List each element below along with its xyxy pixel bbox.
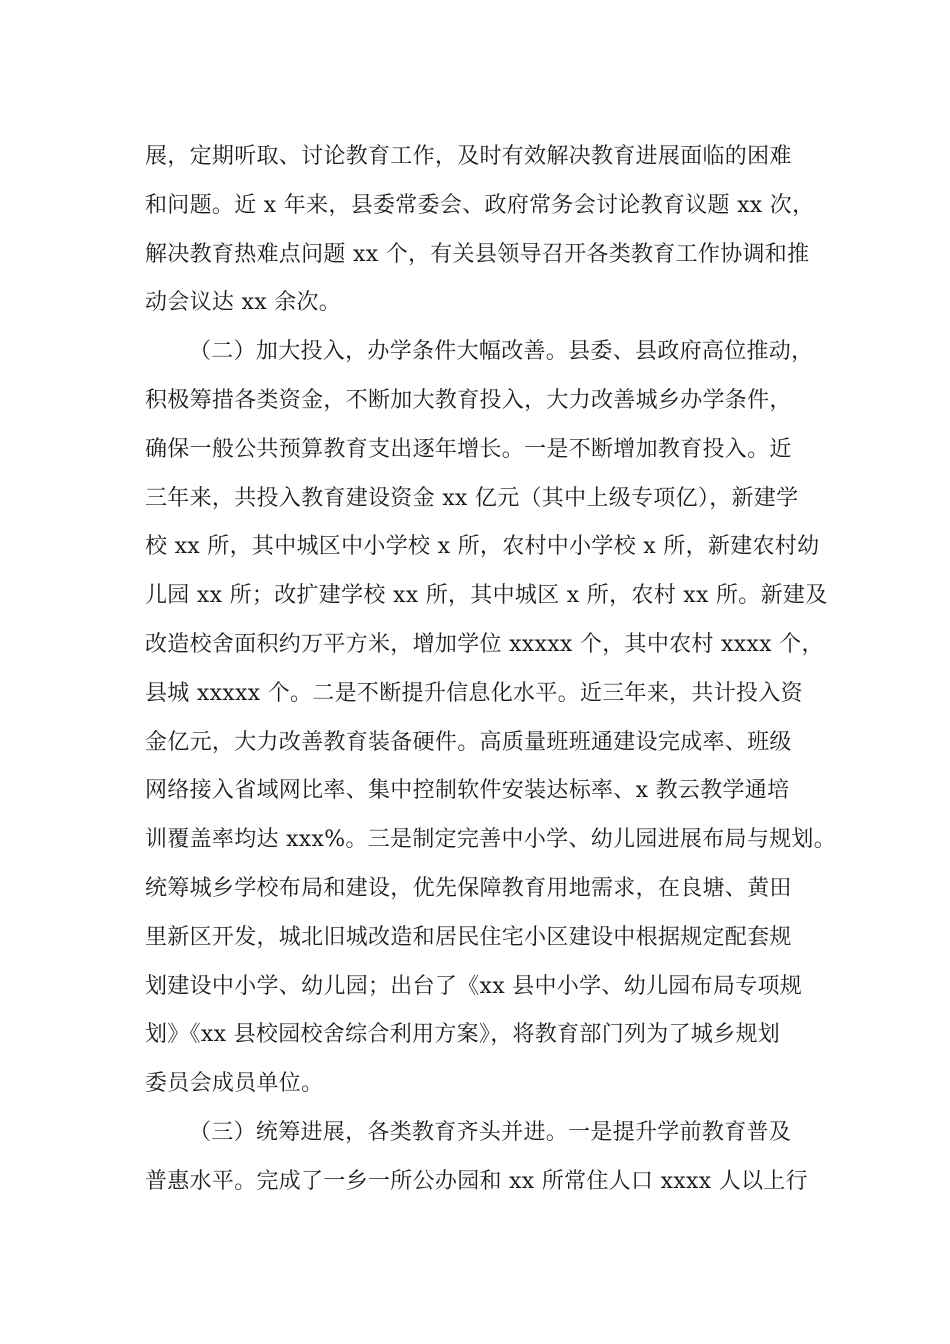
- text-line: 里新区开发，城北旧城改造和居民住宅小区建设中根据规定配套规: [145, 924, 792, 950]
- text-line: 展，定期听取、讨论教育工作，及时有效解决教育进展面临的困难: [145, 144, 792, 169]
- text-line: 划建设中小学、幼儿园；出台了《xx 县中小学、幼儿园布局专项规: [145, 973, 803, 999]
- text-line: 儿园 xx 所；改扩建学校 xx 所，其中城区 x 所，农村 xx 所。新建及: [145, 583, 828, 609]
- text-line: 和问题。近 x 年来，县委常委会、政府常务会讨论教育议题 xx 次，: [145, 192, 815, 218]
- text-line: 训覆盖率均达 xxx%。三是制定完善中小学、幼儿园进展布局与规划。: [145, 827, 837, 853]
- text-line: 县城 xxxxx 个。二是不断提升信息化水平。近三年来，共计投入资: [145, 680, 803, 706]
- text-line: 积极筹措各类资金，不断加大教育投入，大力改善城乡办学条件，: [145, 387, 792, 413]
- text-line: 金亿元，大力改善教育装备硬件。高质量班班通建设完成率、班级: [145, 729, 792, 755]
- text-line: 动会议达 xx 余次。: [145, 290, 342, 316]
- text-line: 统筹城乡学校布局和建设，优先保障教育用地需求，在良塘、黄田: [145, 875, 792, 901]
- text-line: 划》《xx 县校园校舍综合利用方案》，将教育部门列为了城乡规划: [145, 1022, 781, 1048]
- text-line: 普惠水平。完成了一乡一所公办园和 xx 所常住人口 xxxx 人以上行: [145, 1168, 808, 1194]
- text-line: 校 xx 所，其中城区中小学校 x 所，农村中小学校 x 所，新建农村幼: [145, 534, 820, 560]
- text-line: 改造校舍面积约万平方米，增加学位 xxxxx 个，其中农村 xxxx 个，: [145, 631, 824, 657]
- text-line: 三年来，共投入教育建设资金 xx 亿元（其中上级专项亿），新建学: [145, 485, 799, 511]
- text-line: 解决教育热难点问题 xx 个，有关县领导召开各类教育工作协调和推: [145, 241, 810, 267]
- text-line: 委员会成员单位。: [145, 1071, 324, 1097]
- text-line: 确保一般公共预算教育支出逐年增长。一是不断增加教育投入。近: [145, 436, 792, 462]
- text-line: 网络接入省域网比率、集中控制软件安装达标率、x 教云教学通培: [145, 778, 790, 804]
- paragraph-first-line: （二）加大投入，办学条件大幅改善。县委、县政府高位推动，: [189, 339, 814, 365]
- document-body: [145, 133, 837, 1207]
- paragraph-first-line: （三）统筹进展，各类教育齐头并进。一是提升学前教育普及: [189, 1119, 792, 1145]
